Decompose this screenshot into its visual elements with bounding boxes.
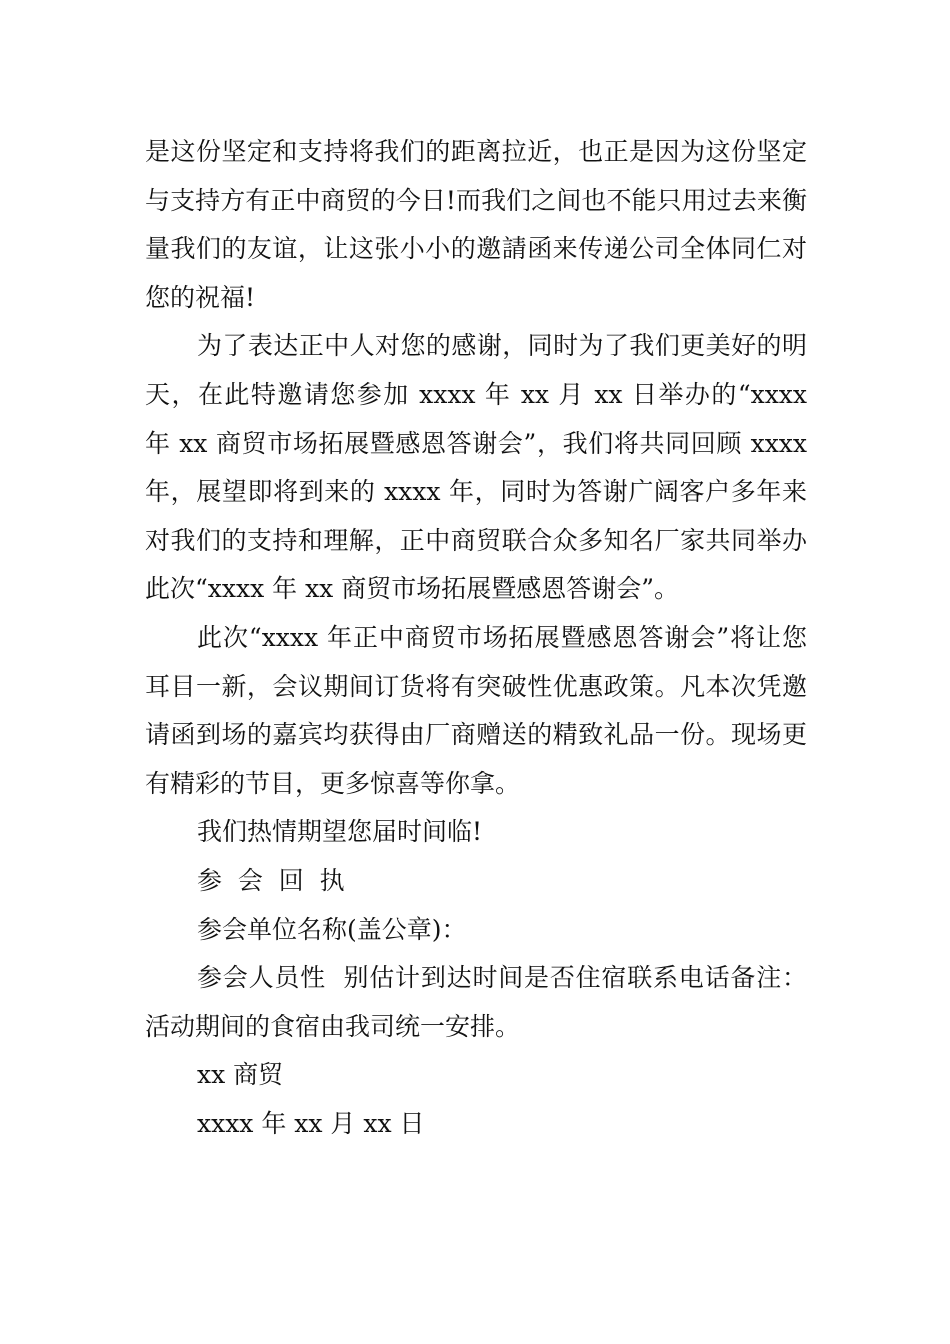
paragraph-event-details: 此次“xxxx 年正中商贸市场拓展暨感恩答谢会”将让您耳目一新，会议期间订货将有突破性优惠政策。凡本次凭邀请函到场的嘉宾均获得由厂商赠送的精致礼品一份。现场更有精彩的节目，更多惊喜等你拿。 [145, 622, 807, 798]
paragraph-invitation: 为了表达正中人对您的感谢，同时为了我们更美好的明天，在此特邀请您参加 xxxx 年 xx 月 xx 日举办的“xxxx 年 xx 商贸市场拓展暨感恩答谢会”，我们将共同回顾 xxxx 年，展望即将到来的 xxxx 年，同时为答谢广阔客户多年来对我们的支持和理解，正中商贸联合众多知名厂家共同举办此次“xxxx 年 xx 商贸市场拓展暨感恩答谢会”。 [145, 331, 807, 604]
paragraph-friendship: 是这份坚定和支持将我们的距离拉近，也正是因为这份坚定与支持方有正中商贸的今日!而我们之间也不能只用过去来衡量我们的友谊，让这张小小的邀請函来传递公司全体同仁对您的祝福! [145, 137, 807, 312]
paragraph-closing: 我们热情期望您届时间临! [197, 817, 483, 847]
document-page [145, 128, 807, 1148]
reply-unit-name: 参会单位名称(盖公章)： [197, 914, 467, 944]
reply-attendee-fields: 参会人员性 别估计到达时间是否住宿联系电话备注：活动期间的食宿由我司统一安排。 [145, 963, 807, 1041]
signature-date: xxxx 年 xx 月 xx 日 [197, 1108, 425, 1138]
signature-company: xx 商贸 [197, 1060, 284, 1090]
reply-slip-heading: 参 会 回 执 [197, 865, 345, 895]
